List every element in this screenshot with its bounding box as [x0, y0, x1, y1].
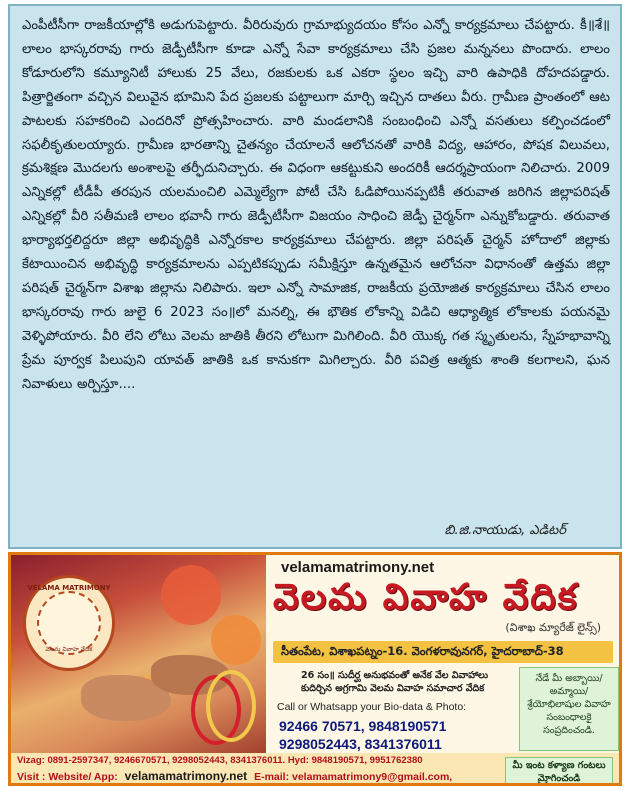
ad-call-label: Call or Whatsapp your Bio-data & Photo:: [277, 701, 467, 713]
ad-visit-line: [17, 769, 452, 783]
email-link[interactable]: E-mail: velamamatrimony9@gmail.com,: [254, 771, 453, 783]
ad-side-box: నేడే మీ అబ్బాయి/అమ్మాయి/ శ్రేయోభిలాషుల వివాహ సంబంధాలకై సంప్రదించండి.: [519, 667, 619, 751]
wedding-photo: [11, 555, 266, 753]
website-link[interactable]: velamamatrimony.net: [124, 769, 248, 783]
phone-line-2[interactable]: 9298052443, 8341376011: [279, 736, 442, 752]
ad-bottom-right-tag: మీ ఇంట కళ్యాణ గంటలు మ్రోగించండి: [505, 757, 613, 786]
velama-matrimony-logo: VELAMA MATRIMONY వెలమ వివాహ వేదిక: [23, 575, 115, 671]
matrimony-advertisement: [8, 552, 622, 786]
visit-label: Visit : Website/ App:: [17, 771, 118, 783]
ad-address: సీతంపేట, విశాఖపట్నం-16. వెంగళరావునగర్, హైదరాబాద్-38: [273, 641, 613, 663]
phone-line-1[interactable]: 92466 70571, 9848190571: [279, 718, 447, 734]
obituary-article: [8, 4, 622, 549]
editor-signature: బి.జి.నాయుడు, ఎడిటర్: [444, 523, 566, 538]
article-body: ఎంపీటీసీగా రాజకీయాల్లోకి అడుగుపెట్టారు. వీరిరువురు గ్రామాభ్యుదయం కోసం ఎన్నో కార్యక్రమాలు చేపట్టారు. కీ॥శే॥ లాలం భాస్కరరావు గారు జెడ్పీటీసీగా కూడా ఎన్నో సేవా కార్యక్రమాలు చేసి ప్రజల మన్ననలు పొందారు. లాలం కోడూరులోని కమ్యూనిటీ హాలుకు 25 వేలు, రజకులకు ఒక ఎకరా స్థలం ఇచ్చి వారి ఉపాధికి దోహదపడ్డారు. పిత్రార్జితంగా వచ్చిన విలువైన భూమిని పేద ప్రజలకు పట్టాలుగా మార్చి ఇచ్చిన దాతలు వీరు. గ్రామీణ ప్రాంతంలో ఆట పాటలకు సహకరించి ఎందరినో ప్రోత్సహించారు. వారి మండలానికి సంబంధించి ఎన్నో వసతులు కల్పించడంలో సఫలీకృతులయ్యారు. గ్రామీణ భారతాన్ని చైతన్యం చేయాలనే ఆలోచనతో వారికి విద్య, ఆహారం, పోషక విలువలు, క్రమశిక్షణ మొదలగు అంశాలపై తర్ఫీదునిచ్చారు. ఈ విధంగా ఆకట్టుకుని అందరికీ ఆదర్శప్రాయంగా నిలిచారు. 2009 ఎన్నికల్లో టీడీపీ తరపున యలమంచిలి ఎమ్మెల్యేగా పోటీ చేసి ఓడిపోయినప్పటికీ తరువాత జరిగిన జిల్లాపరిషత్ ఎన్నికల్లో వీరి సతీమణి లాలం భవానీ గారు జెడ్పీటీసీగా విజయం సాధించి జెడ్పీ చైర్మన్‌గా ఎన్నుకోబడ్డారు. తరువాత భార్యాభర్తలిద్దరూ జిల్లా అభివృద్ధికి ఎన్నోరకాల కార్యక్రమాలు చేపట్టారు. జిల్లా పరిషత్ చైర్మన్ హోదాలో జిల్లాకు కేటాయించిన అభివృద్ధి కార్యక్రమాలను ఎప్పటికప్పుడు సమీక్షిస్తూ ఉన్నతమైన ఆలోచనా విధానంతో ఉత్తమ జిల్లా పరిషత్ చైర్మన్‌గా విశాఖ జిల్లాను నిలిపారు. ఇలా ఎన్నో సామాజిక, రాజకీయ ప్రయోజిత కార్యక్రమాలు చేసిన లాలం భాస్కరరావు గారు జులై 6 2023 సం॥లో మనల్ని, ఈ భౌతిక లోకాన్ని విడిచి ఆధ్యాత్మిక లోకాలకు పయనమై వెళ్ళిపోయారు. వీరి లేని లోటు వెలమ జాతికి తీరని లోటుగా మిగిలింది. వీరి యొక్క గత స్మృతులను, స్నేహభావాన్ని ప్రేమ పూర్వక పిలుపుని యావత్ జాతికి ఒక కానుకగా మిగిల్చారు. వీరి పవిత్ర ఆత్మకు శాంతి కలగాలని, ఘన నివాళులు అర్పిస్తూ....: [22, 18, 610, 392]
ad-phone-list: Vizag: 0891-2597347, 9246670571, 9298052443, 8341376011. Hyd: 9848190571, 9951762380: [17, 755, 423, 766]
ad-phone-numbers: [279, 717, 446, 753]
ad-tagline: 26 సం॥ సుదీర్ఘ అనుభవంతో అనేక వేల వివాహాలు కుదిర్చిన అగ్రగామి వెలమ వివాహ సమాచార వేదిక: [301, 670, 489, 694]
ad-contact-strip: [11, 753, 619, 786]
ad-website-top[interactable]: velamamatrimony.net: [281, 559, 435, 576]
ad-subtitle: (విశాఖ మ్యారేజ్ లైన్స్): [505, 621, 601, 634]
ad-title: వెలమ వివాహ వేదిక: [273, 577, 579, 618]
